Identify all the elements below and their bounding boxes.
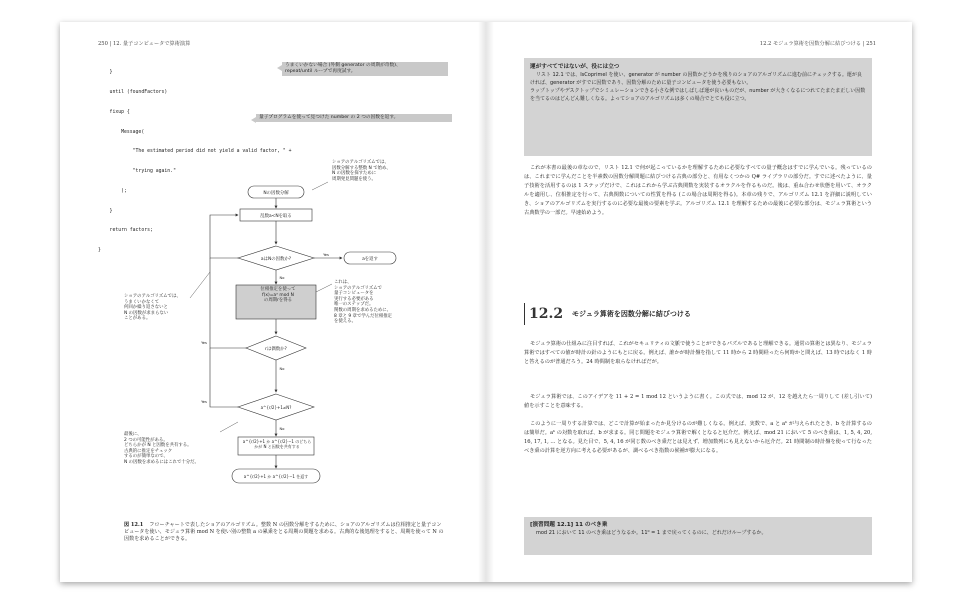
exercise-box <box>524 517 872 555</box>
code-line: } <box>98 208 113 214</box>
code-callout-return: 量子プログラムを使って見つけた number の 2 つの因数を返す。 <box>256 114 452 122</box>
flow-no-label: No <box>279 427 285 431</box>
flow-is-factor-label: aはNの因数か? <box>260 257 292 262</box>
flow-either-label: a^{r/2}+1 か a^{r/2}−1 のどちら かが N と因数を共有する <box>242 439 312 450</box>
book-spread <box>60 22 912 582</box>
code-line: } <box>98 248 101 254</box>
caption-label: 図 12.1 <box>124 522 144 528</box>
paragraph-3: モジュラ算術では、このアイデアを 11 + 2 = 1 mod 12 というように書く。この式では、mod 12 が、12 を越えたら一周りして (差し引いて) 値を示すことを意味する。 <box>524 394 872 409</box>
code-line: "The estimated period did not yield a valid factor, " + <box>98 149 292 155</box>
exercise-body: mod 21 において 11 のべき乗はどうなるか。11⁰ = 1 まで戻ってくるのに、どれだけループするか。 <box>536 530 767 536</box>
flow-check-label: a^{r/2}+1≠N? <box>260 405 292 410</box>
flow-no-label: No <box>279 367 285 371</box>
flow-pick-label: 乱数a<Nを取る <box>260 214 292 219</box>
note-bottom: 最後に、 2 つの可能性がある。 どちらかが N と因数を共有する。 古典的に推定をチェック するのが簡単なので、 N の因数を求めるにはこれで十分だ。 <box>124 432 199 465</box>
sidebar-box <box>524 58 872 156</box>
note-mid: これは、 ショアのアルゴリズムで 量子コンピュータを 実行する必要がある 唯一のステップだ。 関数の周期を求めるために、 8 章と 9 章で学んだ位相推定 を使える。 <box>334 280 393 325</box>
code-line: return factors; <box>98 228 153 234</box>
flow-return-a-label: aを返す <box>362 257 378 262</box>
right-running-head: 12.2 モジュラ算術を因数分解に結びつける | 251 <box>759 41 876 47</box>
paragraph-1: これが本書の最後の章なので、リスト 12.1 で何が起こっているかを理解するために必要なすべての量子概念はすでに学んでいる。残っているのは、これまでに学んだことを半素数の因数分解問題に結びつける古典の部分と、有用なくつかの Q# ライブラリの部分だ。すでに述べたように、量子技術を活用するのは 1 ステップだけで、これはこれから学ぶ古典関数を実装するオラクルを作るものだ。後は、重ね合わせ状態を用いて、オラクルを適用し、位相推定を行って、古典関数についての性質を得る (この場合は周期を得る)。本章の残りで、アルゴリズム 12.1 を詳細に説明していき、ショアのアルゴリズムを実行するのに必要な最後の要素を学ぶ。アルゴリズム 12.1 を理解するための最後に必要な部分は、モジュラ算術という古典数学の一部だ。早速始めよう。 <box>524 165 872 216</box>
sidebar-box-body: リスト 12.1 では、IsCoprimeI を使い、generator が number の因数かどうかを残りのショアのアルゴリズムに進む前にチェックする。運が良ければ、generator がすでに因数であり、因数分解のために量子コンピュータを使う必要もない。 ラップトップやデスクトップでシミュレーションできる小さな例ではしばしば運が良いものだが、number が大きくなるにつれてたまたま正しい因数を当てるのはどんどん難しくなる。よってショアのアルゴリズムは多くの場合でとても役に立つ。 <box>530 72 866 102</box>
left-page <box>60 22 486 582</box>
flow-yes-label: Yes <box>201 341 207 345</box>
flow-yes-label: Yes <box>323 253 329 257</box>
figure-caption <box>124 522 444 543</box>
note-top: ショアのアルゴリズムでは、 因数分解する整数 N で始め、 N の因数を探すために 周期発見問題を使う。 <box>332 160 391 182</box>
code-line: Message( <box>98 129 145 135</box>
code-line: until (foundFactors) <box>98 89 168 95</box>
sidebar-box-title: 運がすべてではないが、役には立つ <box>530 64 620 70</box>
flow-start-label: Nの因数分解 <box>263 191 289 196</box>
right-page <box>486 22 912 582</box>
paragraph-2: モジュラ算術の仕組みに注目すれば、これがセキュリティの文脈で使うことができるパズルであると理解できる。通常の算術とは異なり、モジュラ算術ではすべての値が時計の針のようにもとに戻る。例えば、誰かが時計盤を指して 11 時から 2 時間経ったら何時かと問えば、13 時ではなく 1 時と答えるのが普通だろう。24 時間制を取らなければだが。 <box>524 341 872 365</box>
paragraph-4: このように一周りする計算では、どこで計算が始まったか見分けるのが難しくなる。例えば、実数で、a と aᵇ が与えられたとき、b を計算するのは簡単だ。aᵇ の対数を取れば、b が求まる。同じ問題をモジュラ算術で解くとなると厄介だ。例えば、mod 21 において 5 のべき乗は、1, 5, 4, 20, 16, 17, 1, ... となる。見た目で、5, 4, 16 が同じ数のべき乗だとは見えず、増加数列にも見えないから厄介だ。21 時間制の時計盤を使って行なったべき乗の計算を逆方向に考える必要があるが、調べるべき指数の候補が膨大になる。 <box>524 421 872 454</box>
code-line: } <box>98 70 113 76</box>
left-running-head: 250 | 12. 量子コンピュータで算術演算 <box>98 41 191 47</box>
flow-return-pair-label: a^{r/2}+1 か a^{r/2}−1 を返す <box>243 474 309 479</box>
section-number: 12.2 <box>524 303 563 325</box>
exercise-title: [演習問題 12.1] 11 のべき乗 <box>530 522 608 528</box>
flow-is-even-label: rは偶数か? <box>265 347 287 352</box>
code-callout-retry: うまくいかない場合 (外側 generator の周期が奇数)、 repeat/until ループで再度試す。 <box>282 62 448 76</box>
note-left: ショアのアルゴリズムでは、 うまくいかなくて 何回か繰り返さないと N の因数が求まらない ことがある。 <box>124 294 181 322</box>
code-line: fixup { <box>98 109 130 115</box>
flow-yes-label: Yes <box>201 400 207 404</box>
caption-text: フローチャートで表したショアのアルゴリズム。整数 N の因数分解をするために、ショアのアルゴリズムは位相推定と量子コンピュータを使い、モジュラ算術 mod N を使い別の整数 a の累乗をとる周期の問題を求める。古典的な後処理をすると、周期を使って N の因数を求めることができる。 <box>124 522 444 542</box>
code-line: ); <box>98 188 127 194</box>
code-line: "trying again." <box>98 169 176 175</box>
flow-no-label: No <box>279 276 285 280</box>
flow-estimate-label: 位相推定を使って f(x)=aˣ mod N の周期rを得る <box>260 287 296 304</box>
section-title: モジュラ算術を因数分解に結びつける <box>572 310 691 318</box>
